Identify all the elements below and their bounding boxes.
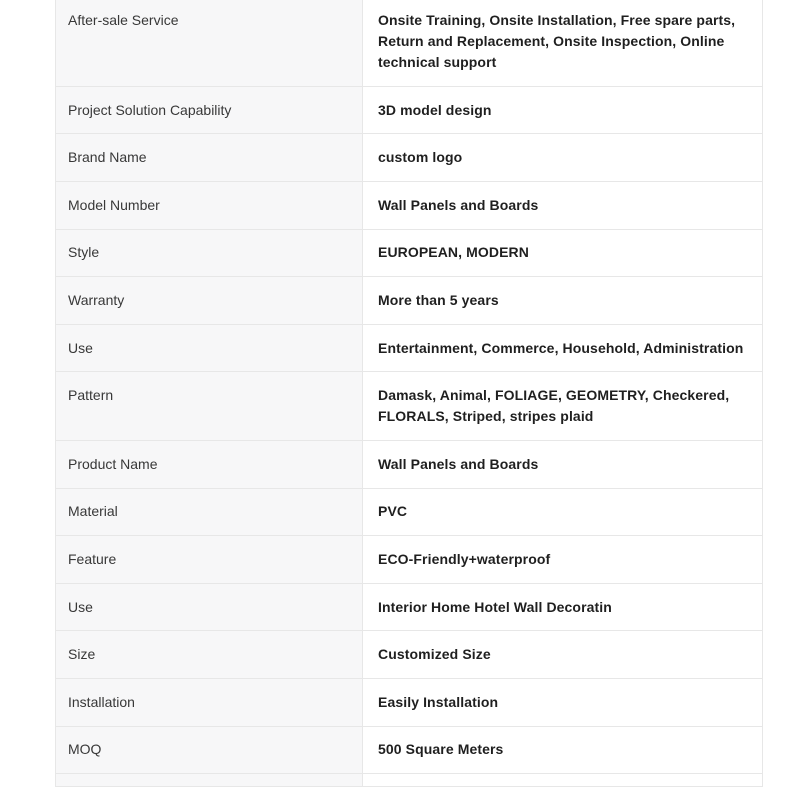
spec-attribute-value: 3D model design xyxy=(363,87,763,134)
spec-table-row xyxy=(55,679,763,727)
spec-attribute-name: Project Solution Capability xyxy=(55,87,363,134)
spec-table-row xyxy=(55,0,763,87)
spec-table-row xyxy=(55,727,763,775)
spec-table-row xyxy=(55,182,763,230)
spec-attribute-name: Pattern xyxy=(55,372,363,440)
spec-attribute-value xyxy=(363,774,763,786)
spec-attribute-value: More than 5 years xyxy=(363,277,763,324)
spec-attribute-name: MOQ xyxy=(55,727,363,774)
spec-attribute-value: Easily Installation xyxy=(363,679,763,726)
spec-attribute-value: Wall Panels and Boards xyxy=(363,182,763,229)
spec-attribute-value: Entertainment, Commerce, Household, Administration xyxy=(363,325,763,372)
spec-attribute-name: Installation xyxy=(55,679,363,726)
spec-attribute-name: Warranty xyxy=(55,277,363,324)
spec-attribute-name: Style xyxy=(55,230,363,277)
spec-attribute-name: Product Name xyxy=(55,441,363,488)
spec-table-row xyxy=(55,584,763,632)
spec-attribute-value: PVC xyxy=(363,489,763,536)
spec-table-row xyxy=(55,372,763,441)
spec-table-row xyxy=(55,87,763,135)
spec-attribute-value: Wall Panels and Boards xyxy=(363,441,763,488)
spec-table-row xyxy=(55,134,763,182)
spec-attribute-value: custom logo xyxy=(363,134,763,181)
spec-table-row xyxy=(55,774,763,787)
spec-attribute-value: 500 Square Meters xyxy=(363,727,763,774)
spec-attribute-value: Damask, Animal, FOLIAGE, GEOMETRY, Checkered, FLORALS, Striped, stripes plaid xyxy=(363,372,763,440)
spec-attribute-value: EUROPEAN, MODERN xyxy=(363,230,763,277)
spec-attribute-name: Feature xyxy=(55,536,363,583)
spec-attribute-value: ECO-Friendly+waterproof xyxy=(363,536,763,583)
spec-attribute-name: Use xyxy=(55,584,363,631)
spec-table-row xyxy=(55,230,763,278)
spec-attribute-value: Interior Home Hotel Wall Decoratin xyxy=(363,584,763,631)
spec-attribute-name xyxy=(55,774,363,786)
spec-attribute-name: Use xyxy=(55,325,363,372)
product-spec-table xyxy=(55,0,763,787)
spec-attribute-name: Model Number xyxy=(55,182,363,229)
spec-attribute-name: After-sale Service xyxy=(55,0,363,86)
spec-table-row xyxy=(55,441,763,489)
spec-attribute-value: Onsite Training, Onsite Installation, Free spare parts, Return and Replacement, Onsite Inspection, Online technical support xyxy=(363,0,763,86)
spec-table-row xyxy=(55,489,763,537)
spec-table-row xyxy=(55,325,763,373)
spec-attribute-name: Size xyxy=(55,631,363,678)
spec-attribute-name: Material xyxy=(55,489,363,536)
spec-attribute-value: Customized Size xyxy=(363,631,763,678)
spec-table-row xyxy=(55,536,763,584)
spec-attribute-name: Brand Name xyxy=(55,134,363,181)
spec-table-row xyxy=(55,277,763,325)
spec-table-row xyxy=(55,631,763,679)
